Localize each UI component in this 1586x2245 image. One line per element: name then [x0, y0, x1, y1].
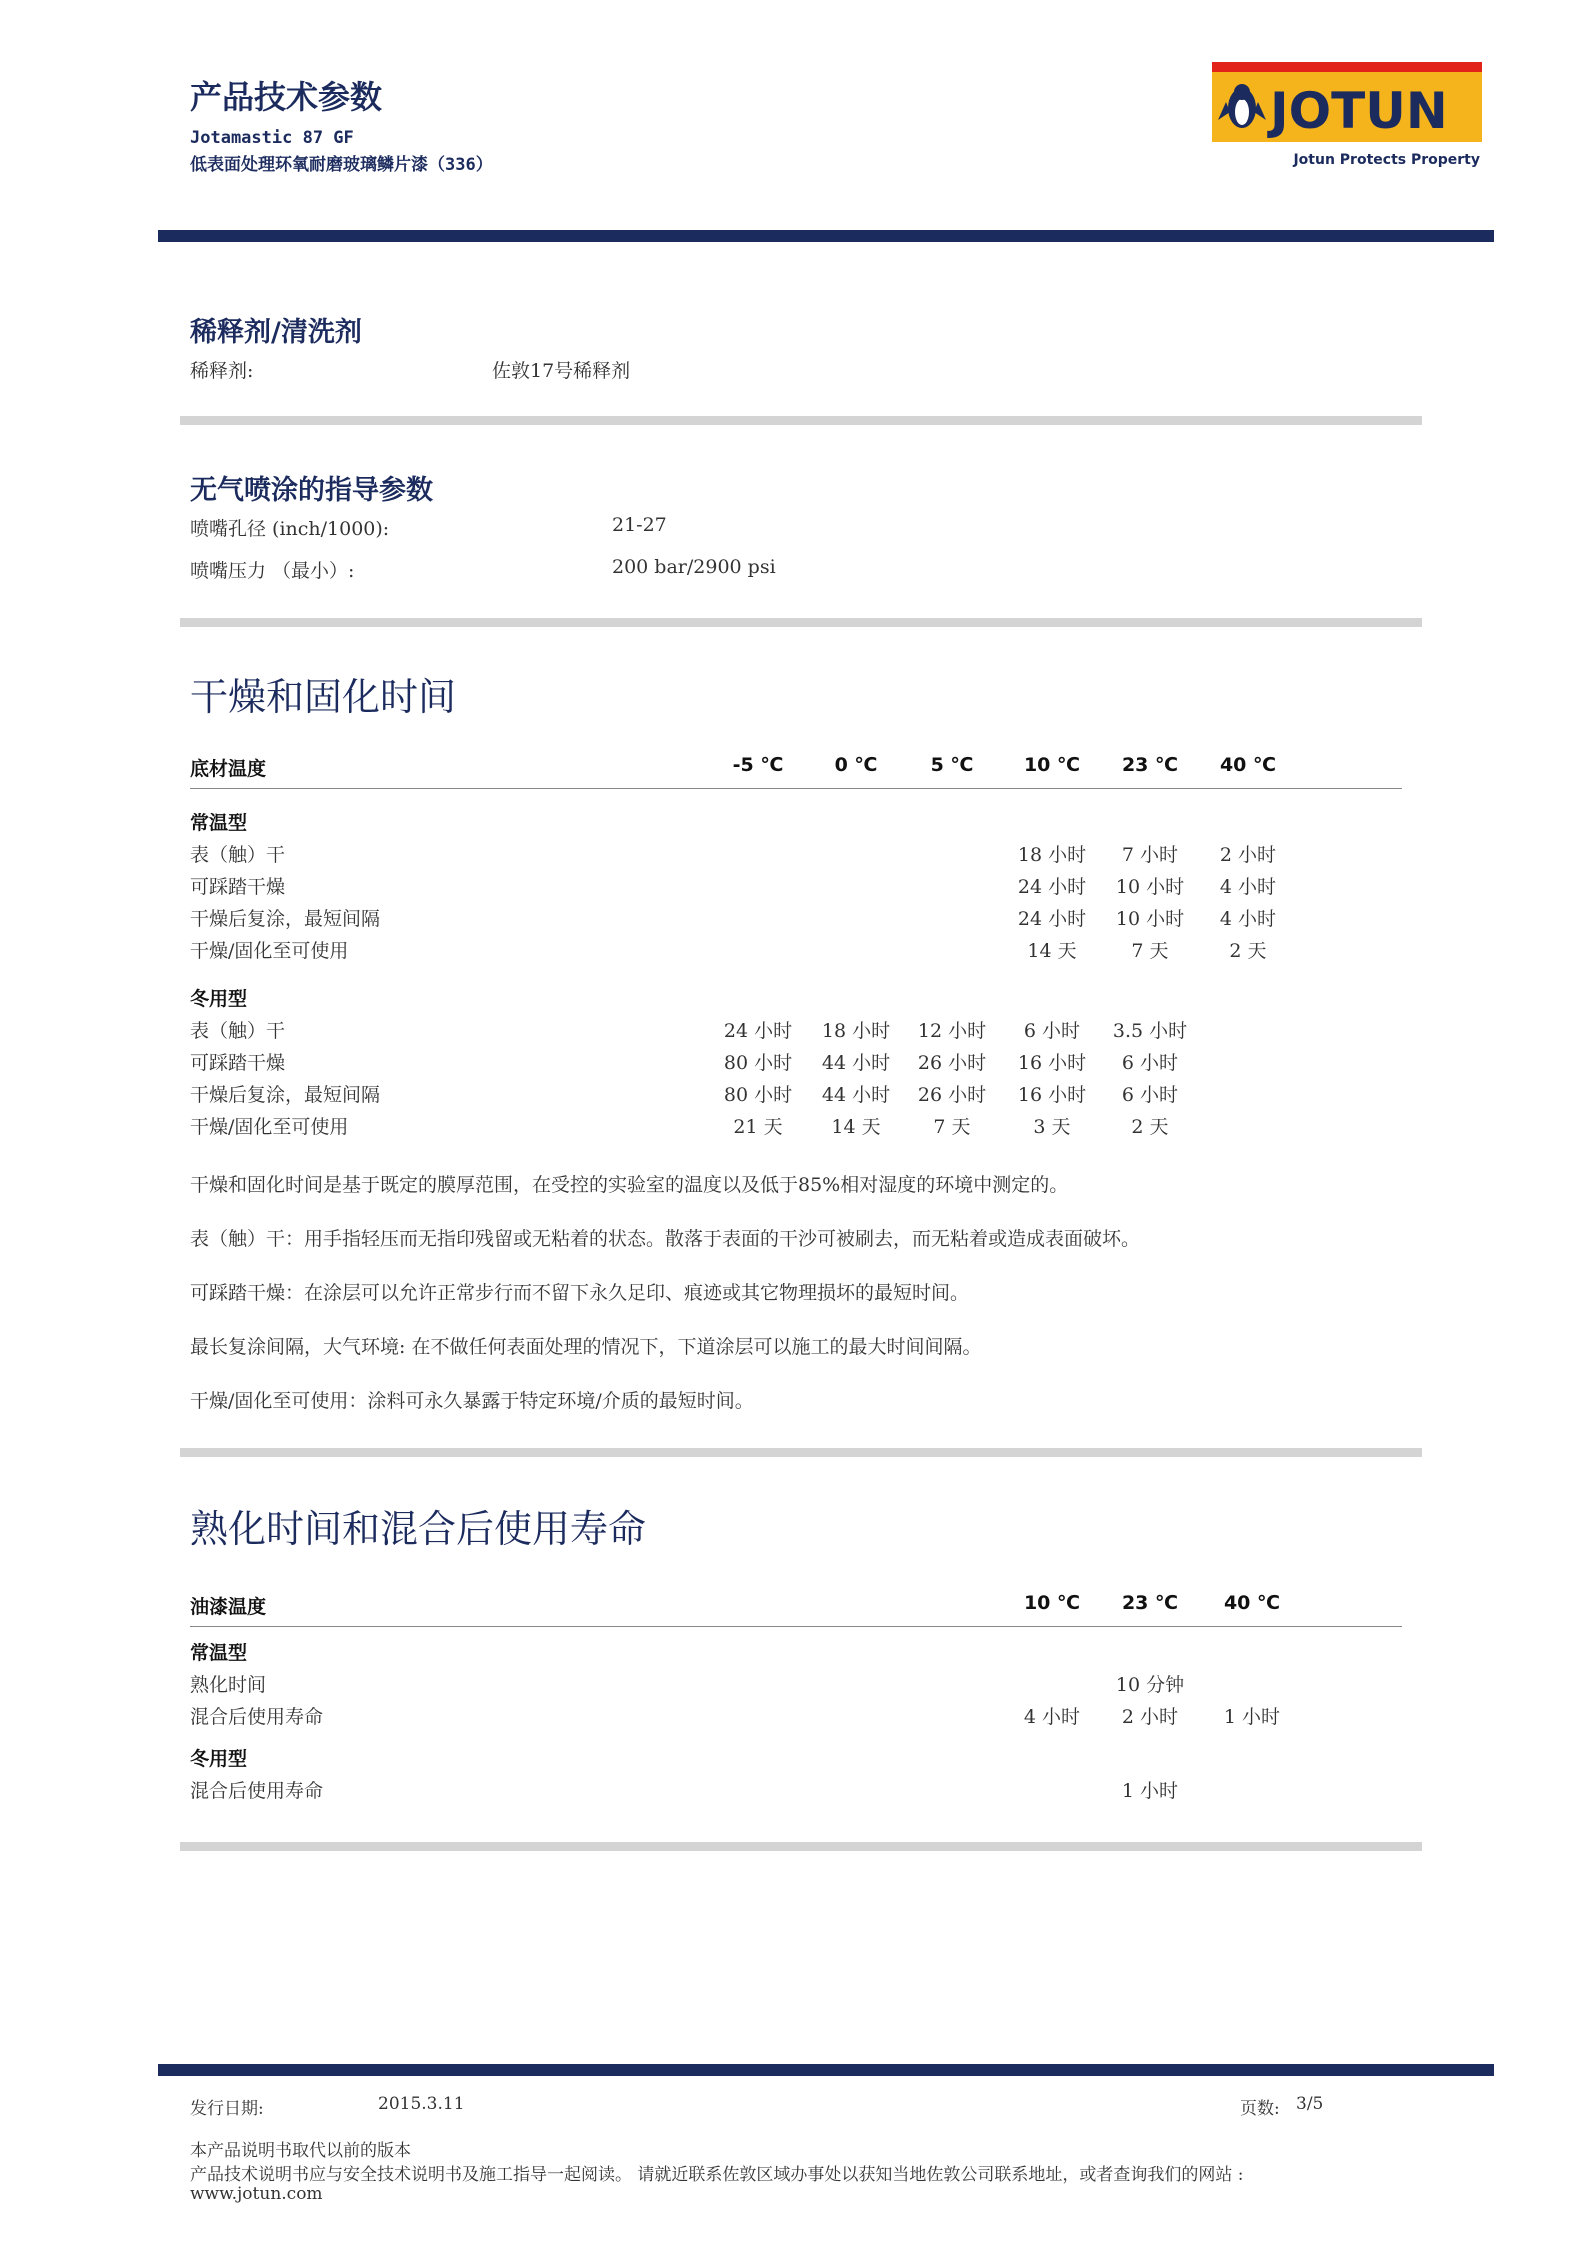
table-rule — [190, 1626, 1402, 1627]
table-cell: 4 小时 — [1219, 876, 1277, 898]
nozzle-pressure-label: 喷嘴压力 （最小）: — [190, 560, 355, 582]
table-cell: 24 小时 — [1017, 876, 1087, 898]
table-cell: 1 小时 — [1121, 1780, 1179, 1802]
table-cell: 26 小时 — [917, 1084, 987, 1106]
product-description: 低表面处理环氧耐磨玻璃鳞片漆（336） — [190, 155, 493, 175]
table-cell: 16 小时 — [1017, 1084, 1087, 1106]
footer-supersede-note: 本产品说明书取代以前的版本 — [190, 2141, 411, 2161]
table-cell: 24 小时 — [1017, 908, 1087, 930]
note-paragraph: 表（触）干：用手指轻压而无指印残留或无粘着的状态。散落于表面的干沙可被刷去，而无粘着或造成表面破坏。 — [190, 1228, 1141, 1250]
row-label: 混合后使用寿命 — [190, 1706, 324, 1728]
table-cell: 26 小时 — [917, 1052, 987, 1074]
table-cell: 12 小时 — [917, 1020, 987, 1042]
table-cell: 1 小时 — [1223, 1706, 1281, 1728]
row-label: 干燥/固化至可使用 — [190, 1116, 349, 1138]
header-divider — [158, 230, 1494, 242]
table-cell: 14 天 — [831, 1116, 881, 1138]
logo-wordmark: JOTUN — [1270, 82, 1448, 140]
table-cell: 10 小时 — [1115, 876, 1185, 898]
drying-heading: 干燥和固化时间 — [190, 675, 457, 719]
page-label: 页数: — [1240, 2099, 1280, 2119]
section-divider — [180, 1448, 1422, 1457]
group-name-winter: 冬用型 — [190, 988, 248, 1010]
row-label: 干燥后复涂，最短间隔 — [190, 1084, 381, 1106]
section-divider — [180, 618, 1422, 627]
table-cell: 18 小时 — [821, 1020, 891, 1042]
table-cell: 7 天 — [933, 1116, 971, 1138]
temp-header-3: 10 ℃ — [1023, 754, 1081, 776]
thinner-value: 佐敦17号稀释剂 — [492, 360, 631, 382]
page-number: 3/5 — [1296, 2094, 1324, 2114]
temp-header-2: 5 ℃ — [930, 754, 974, 776]
thinner-heading: 稀释剂/清洗剂 — [190, 317, 362, 348]
thinner-label: 稀释剂: — [190, 360, 254, 382]
table-cell: 10 小时 — [1115, 908, 1185, 930]
substrate-temp-header: 底材温度 — [190, 758, 267, 780]
page-title: 产品技术参数 — [190, 78, 383, 116]
airless-heading: 无气喷涂的指导参数 — [190, 475, 433, 506]
table-cell: 16 小时 — [1017, 1052, 1087, 1074]
issue-date-value: 2015.3.11 — [378, 2094, 465, 2114]
note-paragraph: 可踩踏干燥：在涂层可以允许正常步行而不留下永久足印、痕迹或其它物理损坏的最短时间。 — [190, 1282, 970, 1304]
section-divider — [180, 1842, 1422, 1851]
table-cell: 80 小时 — [723, 1052, 793, 1074]
nozzle-pressure-value: 200 bar/2900 psi — [612, 556, 776, 578]
table-cell: 6 小时 — [1121, 1084, 1179, 1106]
table-cell: 2 小时 — [1219, 844, 1277, 866]
table-cell: 4 小时 — [1023, 1706, 1081, 1728]
table-cell: 7 天 — [1131, 940, 1169, 962]
row-label: 熟化时间 — [190, 1674, 267, 1696]
group-name-normal: 常温型 — [190, 812, 248, 834]
table-cell: 18 小时 — [1017, 844, 1087, 866]
note-paragraph: 最长复涂间隔，大气环境: 在不做任何表面处理的情况下，下道涂层可以施工的最大时间间隔。 — [190, 1336, 982, 1358]
nozzle-tip-label: 喷嘴孔径 (inch/1000): — [190, 518, 390, 540]
temp-header-1: 0 ℃ — [834, 754, 878, 776]
table-cell: 10 分钟 — [1115, 1674, 1185, 1696]
table-cell: 2 天 — [1229, 940, 1267, 962]
group-name-normal: 常温型 — [190, 1642, 248, 1664]
table-cell: 4 小时 — [1219, 908, 1277, 930]
footer-divider — [158, 2064, 1494, 2076]
logo-tagline: Jotun Protects Property — [1293, 152, 1480, 168]
table-cell: 6 小时 — [1121, 1052, 1179, 1074]
row-label: 可踩踏干燥 — [190, 1052, 286, 1074]
jotun-logo — [1212, 62, 1482, 172]
table-rule — [190, 788, 1402, 789]
table-cell: 44 小时 — [821, 1084, 891, 1106]
temp-header-4: 23 ℃ — [1121, 754, 1179, 776]
product-name: Jotamastic 87 GF — [190, 128, 354, 148]
table-cell: 3 天 — [1033, 1116, 1071, 1138]
table-cell: 3.5 小时 — [1112, 1020, 1188, 1042]
temp-header-0: 10 ℃ — [1023, 1592, 1081, 1614]
temp-header-1: 23 ℃ — [1121, 1592, 1179, 1614]
table-cell: 44 小时 — [821, 1052, 891, 1074]
table-cell: 2 天 — [1131, 1116, 1169, 1138]
temp-header-0: -5 ℃ — [732, 754, 784, 776]
footer-reading-note: 产品技术说明书应与安全技术说明书及施工指导一起阅读。 请就近联系佐敦区域办事处以获知当地佐敦公司联系地址，或者查询我们的网站 : — [190, 2165, 1244, 2185]
table-cell: 14 天 — [1027, 940, 1077, 962]
table-cell: 2 小时 — [1121, 1706, 1179, 1728]
table-cell: 7 小时 — [1121, 844, 1179, 866]
temp-header-5: 40 ℃ — [1219, 754, 1277, 776]
note-paragraph: 干燥和固化时间是基于既定的膜厚范围，在受控的实验室的温度以及低于85%相对湿度的环境中测定的。 — [190, 1174, 1069, 1196]
potlife-heading: 熟化时间和混合后使用寿命 — [190, 1507, 647, 1551]
nozzle-tip-value: 21-27 — [612, 514, 667, 536]
table-cell: 6 小时 — [1023, 1020, 1081, 1042]
section-divider — [180, 416, 1422, 425]
table-cell: 24 小时 — [723, 1020, 793, 1042]
row-label: 可踩踏干燥 — [190, 876, 286, 898]
table-cell: 21 天 — [733, 1116, 783, 1138]
row-label: 表（触）干 — [190, 844, 286, 866]
row-label: 干燥后复涂，最短间隔 — [190, 908, 381, 930]
group-name-winter: 冬用型 — [190, 1748, 248, 1770]
temp-header-2: 40 ℃ — [1223, 1592, 1281, 1614]
issue-date-label: 发行日期: — [190, 2099, 264, 2119]
row-label: 表（触）干 — [190, 1020, 286, 1042]
footer-website[interactable]: www.jotun.com — [190, 2184, 323, 2204]
row-label: 干燥/固化至可使用 — [190, 940, 349, 962]
note-paragraph: 干燥/固化至可使用：涂料可永久暴露于特定环境/介质的最短时间。 — [190, 1390, 754, 1412]
row-label: 混合后使用寿命 — [190, 1780, 324, 1802]
paint-temp-header: 油漆温度 — [190, 1596, 267, 1618]
table-cell: 80 小时 — [723, 1084, 793, 1106]
